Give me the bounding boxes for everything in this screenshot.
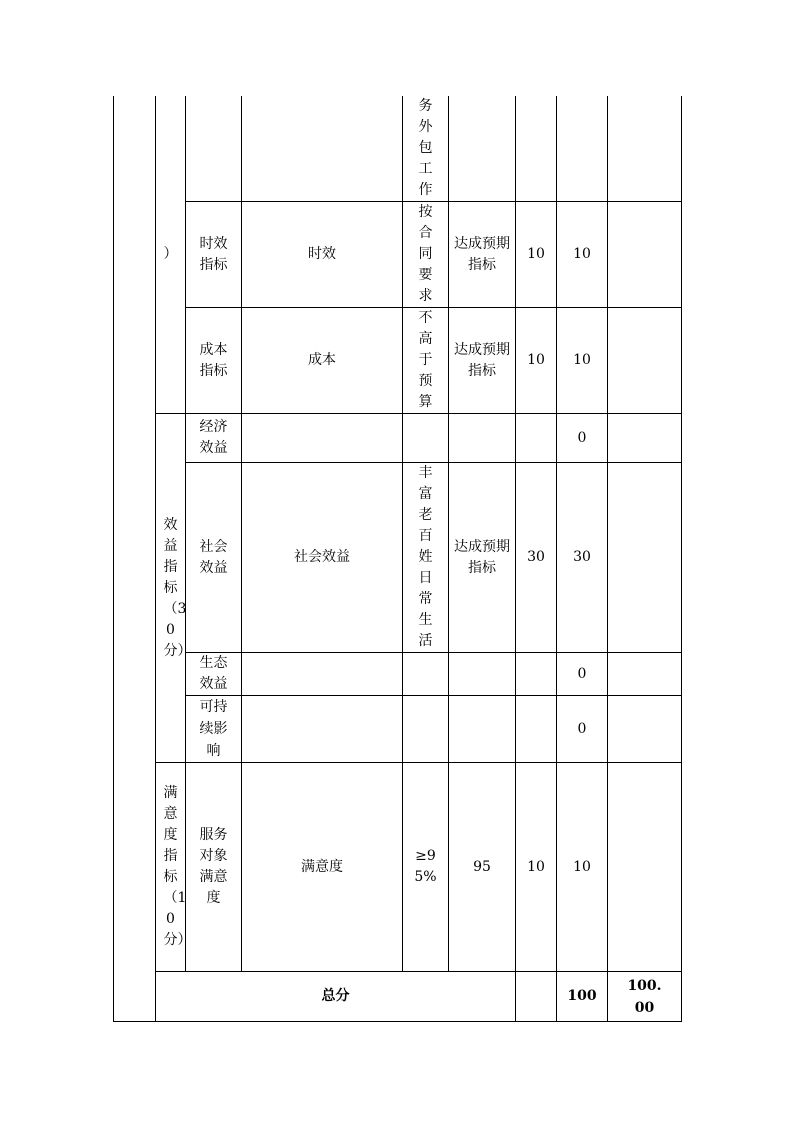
indicator2-text: 时效指标 (199, 235, 228, 273)
indicator2-text: 经济效益 (199, 419, 228, 456)
standard-text: ≥95% (414, 848, 437, 885)
indicator2-cell (186, 202, 242, 308)
weight-text: 30 (527, 549, 545, 565)
table-row (114, 696, 682, 763)
indicator2-cell (186, 763, 242, 972)
total-label-cell (156, 972, 516, 1022)
score-text: 10 (573, 858, 591, 875)
remark-cell (608, 653, 682, 696)
indicator2-text: 成本指标 (199, 341, 228, 379)
score-text: 0 (577, 429, 587, 446)
remark-cell (608, 463, 682, 653)
standard-cell (403, 414, 449, 463)
benefit-group-text: 效益指标（30分） (163, 516, 192, 659)
actual-cell (449, 696, 516, 763)
indicator2-cell (186, 696, 242, 763)
actual-cell (449, 414, 516, 463)
indicator2-text: 服务对象满意度 (199, 827, 228, 906)
actual-cell (516, 972, 557, 1022)
standard-cell (403, 96, 449, 202)
standard-cell (403, 763, 449, 972)
indicator2-text: 生态效益 (199, 655, 228, 692)
total-row (114, 972, 682, 1022)
indicator2-cell (186, 308, 242, 414)
weight-cell (516, 696, 557, 763)
actual-cell (449, 653, 516, 696)
actual-text: 95 (473, 858, 491, 875)
score-text: 10 (573, 246, 591, 262)
standard-cell (403, 463, 449, 653)
standard-text: 不高于预算 (418, 310, 433, 410)
weight-text: 10 (527, 246, 545, 262)
standard-text: 务外包工作 (418, 98, 433, 198)
level1-cell (114, 96, 156, 1022)
total-weight: 100 (567, 988, 597, 1004)
actual-cell (449, 463, 516, 653)
remark-cell (608, 414, 682, 463)
remark-cell (608, 696, 682, 763)
indicator3-text: 社会效益 (294, 549, 350, 565)
actual-text: 达成预期指标 (453, 538, 510, 576)
score-text: 0 (577, 720, 587, 737)
total-label: 总分 (321, 988, 350, 1004)
score-text: 30 (573, 549, 591, 565)
weight-text: 10 (527, 858, 545, 875)
indicator3-text: 成本 (308, 352, 336, 368)
indicator2-cell (186, 463, 242, 653)
weight-cell (516, 763, 557, 972)
indicator3-cell (242, 696, 403, 763)
score-cell (557, 308, 608, 414)
table-row (114, 308, 682, 414)
indicator3-cell (242, 653, 403, 696)
score-cell (557, 653, 608, 696)
performance-table (113, 96, 682, 1022)
weight-cell (557, 972, 608, 1022)
weight-cell (516, 463, 557, 653)
table-row (114, 653, 682, 696)
standard-cell (403, 202, 449, 308)
indicator3-cell (242, 414, 403, 463)
score-cell (608, 972, 682, 1022)
score-cell (557, 763, 608, 972)
actual-cell (449, 763, 516, 972)
score-cell (557, 463, 608, 653)
weight-cell (516, 308, 557, 414)
standard-text: 按合同要求 (418, 204, 433, 304)
score-cell (557, 96, 608, 202)
total-score: 100.00 (627, 977, 662, 1016)
indicator3-cell (242, 463, 403, 653)
weight-text: 10 (527, 352, 545, 368)
benefit-group-cell (156, 414, 192, 763)
indicator3-cell (242, 96, 403, 202)
weight-cell (516, 414, 557, 463)
score-text: 0 (577, 665, 587, 682)
weight-cell (516, 653, 557, 696)
indicator2-cell (186, 414, 242, 463)
score-cell (557, 696, 608, 763)
actual-text: 达成预期指标 (453, 341, 510, 379)
score-cell (557, 202, 608, 308)
indicator3-cell (242, 763, 403, 972)
indicator3-text: 满意度 (301, 858, 343, 875)
standard-cell (403, 696, 449, 763)
satisfaction-group-text: 满意度指标（10分） (163, 785, 192, 948)
remark-cell (608, 763, 682, 972)
remark-cell (608, 96, 682, 202)
score-cell (557, 414, 608, 463)
indicator3-cell (242, 202, 403, 308)
score-text: 10 (573, 352, 591, 368)
actual-cell (449, 308, 516, 414)
standard-cell (403, 308, 449, 414)
table-row (114, 463, 682, 653)
standard-text: 丰富老百姓日常生活 (418, 465, 433, 649)
table-row (114, 96, 682, 202)
indicator2-text: 社会效益 (199, 538, 228, 576)
indicator3-text: 时效 (308, 246, 336, 262)
output-group-paren: ） (163, 246, 178, 262)
indicator3-cell (242, 308, 403, 414)
table-row (114, 202, 682, 308)
indicator2-cell (186, 653, 242, 696)
remark-cell (608, 308, 682, 414)
actual-cell (449, 96, 516, 202)
satisfaction-group-cell (156, 763, 192, 972)
weight-cell (516, 96, 557, 202)
table-row (114, 763, 682, 972)
indicator2-text: 可持续影响 (199, 699, 228, 759)
actual-cell (449, 202, 516, 308)
output-group-cell (156, 96, 186, 414)
actual-text: 达成预期指标 (453, 235, 510, 273)
weight-cell (516, 202, 557, 308)
remark-cell (608, 202, 682, 308)
table-row (114, 414, 682, 463)
indicator2-cell (186, 96, 242, 202)
standard-cell (403, 653, 449, 696)
